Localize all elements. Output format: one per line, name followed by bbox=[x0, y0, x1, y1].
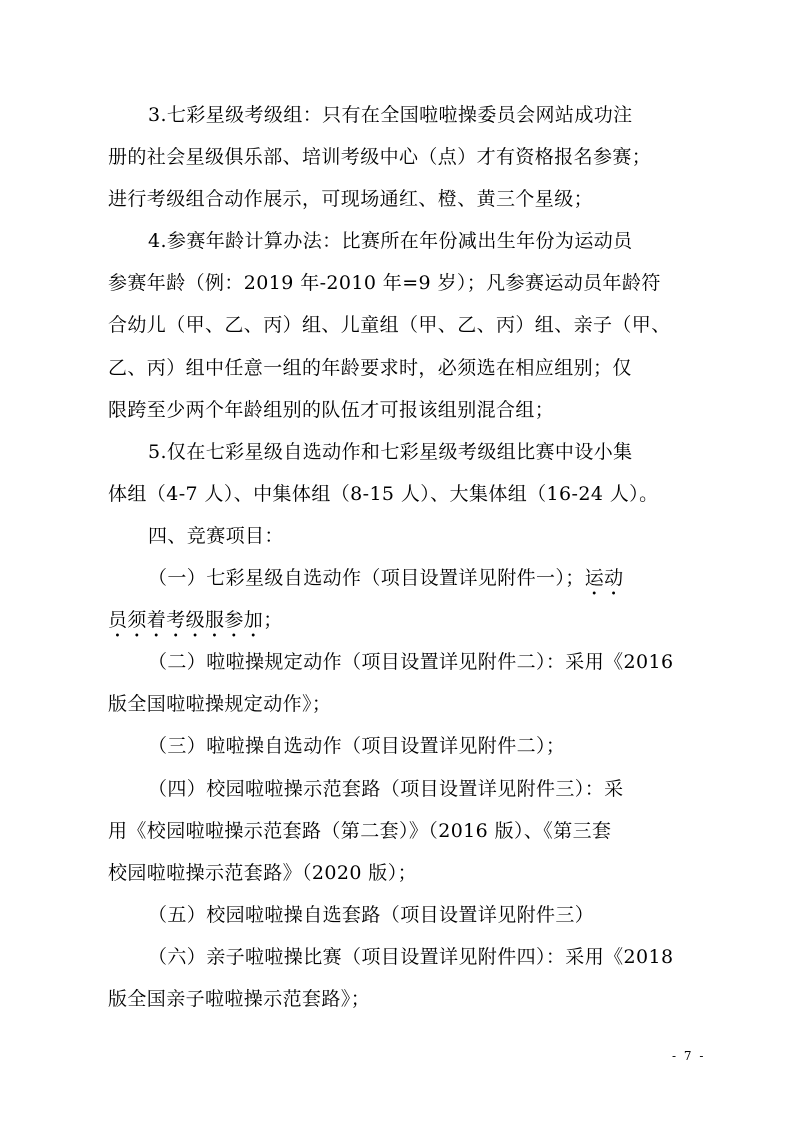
text-line: 4.参赛年龄计算办法：比赛所在年份减出生年份为运动员 bbox=[148, 230, 633, 253]
text-line bbox=[108, 599, 698, 641]
emphasized-text: 员须着考级服参加 bbox=[108, 609, 264, 632]
text-line: 5.仅在七彩星级自选动作和七彩星级考级组比赛中设小集 bbox=[148, 440, 633, 463]
page-number: - 7 - bbox=[672, 1049, 706, 1063]
text-line: （三）啦啦操自选动作（项目设置详见附件二）； bbox=[148, 735, 566, 758]
text-line: （二）啦啦操规定动作（项目设置详见附件二）：采用《2016 bbox=[148, 651, 674, 674]
text-line: 校园啦啦操示范套路》（2020 版）； bbox=[108, 861, 417, 884]
text-line: 3.七彩星级考级组：只有在全国啦啦操委员会网站成功注 bbox=[148, 104, 633, 126]
text-line: 体组（4-7 人）、中集体组（8-15 人）、大集体组（16-24 人）。 bbox=[108, 482, 659, 505]
text-segment: （一）七彩星级自选动作（项目设置详见附件一）； bbox=[148, 567, 585, 590]
section-heading: 四、竞赛项目： bbox=[148, 524, 284, 547]
body-text bbox=[108, 94, 698, 1020]
text-line: （五）校园啦啦操自选套路（项目设置详见附件三） bbox=[148, 903, 595, 926]
text-line: （六）亲子啦啦操比赛（项目设置详见附件四）：采用《2018 bbox=[148, 945, 674, 968]
text-line: 乙、丙）组中任意一组的年龄要求时，必须选在相应组别；仅 bbox=[108, 356, 632, 379]
text-line: （四）校园啦啦操示范套路（项目设置详见附件三）：采 bbox=[148, 777, 624, 800]
text-line: 版全国亲子啦啦操示范套路》； bbox=[108, 987, 371, 1010]
text-segment: ； bbox=[263, 609, 283, 632]
text-line: 进行考级组合动作展示，可现场通红、橙、黄三个星级； bbox=[108, 188, 594, 211]
emphasized-text: 运动 bbox=[584, 567, 624, 590]
text-line: 合幼儿（甲、乙、丙）组、儿童组（甲、乙、丙）组、亲子（甲、 bbox=[108, 314, 671, 337]
text-line: 用《校园啦啦操示范套路（第二套）》（2016 版）、《第三套 bbox=[108, 819, 612, 842]
text-line: 册的社会星级俱乐部、培训考级中心（点）才有资格报名参赛； bbox=[108, 146, 652, 169]
text-line: 限跨至少两个年龄组别的队伍才可报该组别混合组； bbox=[108, 398, 555, 421]
text-line: 参赛年龄（例：2019 年-2010 年=9 岁）；凡参赛运动员年龄符 bbox=[108, 272, 661, 295]
text-line: 版全国啦啦操规定动作》； bbox=[108, 693, 332, 716]
text-line bbox=[108, 557, 698, 599]
